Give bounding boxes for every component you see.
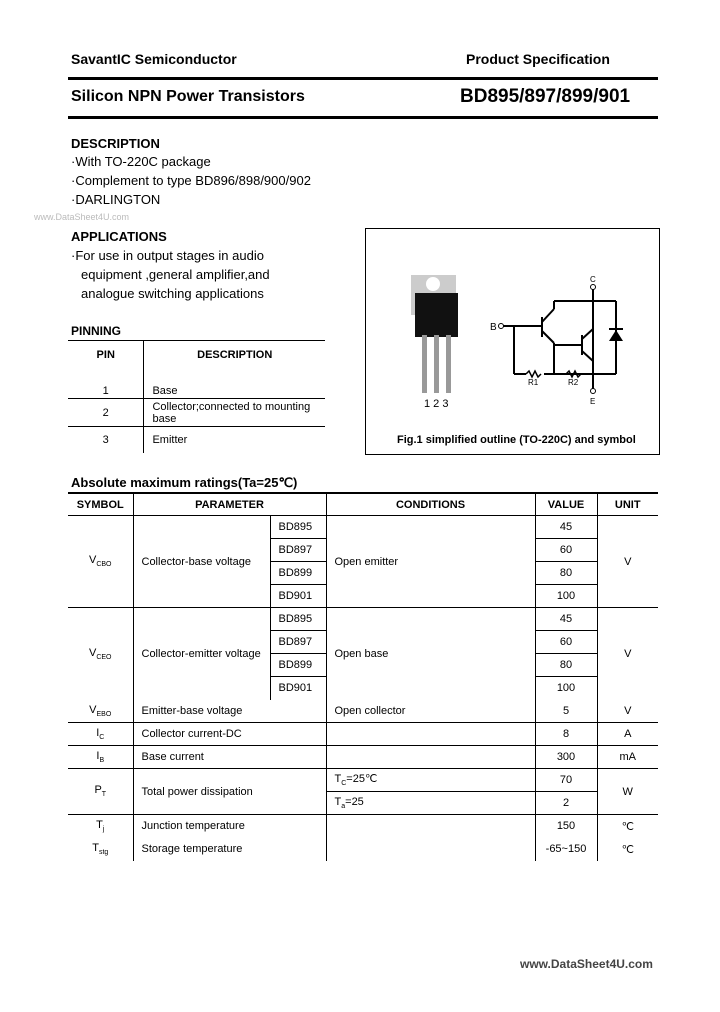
pin-header: PIN bbox=[68, 341, 144, 370]
value-cell: 60 bbox=[535, 539, 597, 562]
unit-cell: V bbox=[597, 516, 658, 608]
value-cell: 2 bbox=[535, 792, 597, 815]
value-cell: 100 bbox=[535, 677, 597, 700]
parameter-cell: Collector current-DC bbox=[133, 723, 326, 746]
value-cell: 100 bbox=[535, 585, 597, 608]
part-cell: BD895 bbox=[270, 516, 326, 539]
parameter-cell: Base current bbox=[133, 746, 326, 769]
pin-description: Base bbox=[152, 384, 178, 397]
title-rule bbox=[68, 116, 658, 119]
description-heading: DESCRIPTION bbox=[71, 136, 160, 151]
pin-description: Emitter bbox=[152, 433, 188, 446]
value-cell: 8 bbox=[535, 723, 597, 746]
value-cell: 5 bbox=[535, 700, 597, 723]
parameter-cell: Total power dissipation bbox=[133, 769, 326, 815]
ratings-heading: Absolute maximum ratings(Ta=25℃) bbox=[71, 475, 298, 490]
parameter-cell: Emitter-base voltage bbox=[133, 700, 326, 723]
unit-cell: W bbox=[597, 769, 658, 815]
conditions-cell: Open base bbox=[326, 608, 535, 700]
conditions-cell: $T_C=25℃$ bbox=[326, 769, 535, 792]
header-rule bbox=[68, 77, 658, 80]
parameter-cell: Collector-emitter voltage bbox=[133, 608, 270, 700]
parameter-cell: Collector-base voltage bbox=[133, 516, 270, 608]
conditions-header: CONDITIONS bbox=[326, 493, 535, 516]
conditions-cell bbox=[326, 723, 535, 746]
pin-numbers: 1 2 3 bbox=[424, 398, 449, 410]
pinning-table bbox=[68, 340, 325, 453]
unit-cell: ℃ bbox=[597, 838, 658, 861]
part-cell: BD899 bbox=[270, 562, 326, 585]
rating-row-vcbo bbox=[68, 516, 658, 539]
part-cell: BD899 bbox=[270, 654, 326, 677]
doc-title: Silicon NPN Power Transistors bbox=[71, 88, 305, 105]
watermark: www.DataSheet4U.com bbox=[34, 212, 130, 222]
pin-row bbox=[68, 370, 325, 399]
figure-caption: Fig.1 simplified outline (TO-220C) and symbol bbox=[397, 434, 636, 446]
value-cell: 80 bbox=[535, 562, 597, 585]
rating-row-pt bbox=[68, 769, 658, 792]
label-e: E bbox=[590, 397, 596, 406]
figure-box bbox=[365, 228, 660, 455]
value-cell: 150 bbox=[535, 815, 597, 838]
symbol-cell: $V_{CEO}$ bbox=[88, 646, 112, 661]
conditions-cell: $T_a=25$ bbox=[326, 792, 535, 815]
unit-cell: A bbox=[597, 723, 658, 746]
darlington-symbol bbox=[503, 289, 623, 389]
conditions-cell: Open emitter bbox=[326, 516, 535, 608]
parameter-cell: Junction temperature bbox=[133, 815, 326, 838]
rating-row-tj bbox=[68, 815, 658, 838]
pin-number: 3 bbox=[68, 427, 144, 453]
description-item: ·With TO-220C package bbox=[71, 154, 211, 169]
symbol-cell: $V_{EBO}$ bbox=[89, 703, 112, 718]
label-b: B bbox=[490, 322, 497, 333]
pin-row bbox=[68, 399, 325, 427]
pin-number: 1 bbox=[68, 370, 144, 399]
part-cell: BD901 bbox=[270, 677, 326, 700]
rating-row-ib bbox=[68, 746, 658, 769]
applications-line: ·For use in output stages in audio bbox=[71, 248, 264, 263]
unit-header: UNIT bbox=[597, 493, 658, 516]
symbol-header: SYMBOL bbox=[76, 499, 124, 511]
pin-number: 2 bbox=[68, 399, 144, 427]
ratings-table-body bbox=[68, 515, 658, 861]
value-cell: -65~150 bbox=[535, 838, 597, 861]
package-and-symbol-drawing bbox=[366, 229, 659, 454]
value-cell: 45 bbox=[535, 516, 597, 539]
unit-cell: ℃ bbox=[597, 815, 658, 838]
symbol-cell: $T_{stg}$ bbox=[92, 841, 109, 857]
unit-cell: V bbox=[597, 608, 658, 700]
symbol-cell: $V_{CBO}$ bbox=[88, 554, 112, 569]
conditions-cell bbox=[326, 838, 535, 861]
pinning-heading: PINNING bbox=[71, 324, 122, 338]
applications-line: equipment ,general amplifier,and bbox=[81, 267, 270, 282]
applications-heading: APPLICATIONS bbox=[71, 229, 167, 244]
to220-package-image bbox=[411, 275, 458, 393]
value-cell: 60 bbox=[535, 631, 597, 654]
description-item: ·Complement to type BD896/898/900/902 bbox=[71, 173, 311, 188]
ratings-table bbox=[68, 492, 658, 516]
symbol-cell: $I_B$ bbox=[96, 749, 105, 765]
label-r2: R2 bbox=[568, 378, 579, 387]
part-cell: BD895 bbox=[270, 608, 326, 631]
value-header: VALUE bbox=[535, 493, 597, 516]
value-cell: 80 bbox=[535, 654, 597, 677]
part-cell: BD897 bbox=[270, 539, 326, 562]
part-cell: BD897 bbox=[270, 631, 326, 654]
label-c: C bbox=[590, 275, 596, 284]
value-cell: 70 bbox=[535, 769, 597, 792]
pin-description: Collector;connected to mounting base bbox=[152, 400, 311, 425]
symbol-cell: $I_C$ bbox=[96, 726, 105, 742]
conditions-cell bbox=[326, 815, 535, 838]
value-cell: 300 bbox=[535, 746, 597, 769]
part-cell: BD901 bbox=[270, 585, 326, 608]
label-r1: R1 bbox=[528, 378, 539, 387]
conditions-cell: Open collector bbox=[326, 700, 535, 723]
company-name: SavantIC Semiconductor bbox=[71, 51, 237, 67]
symbol-cell: $T_j$ bbox=[96, 819, 105, 834]
rating-row-tstg bbox=[68, 838, 658, 861]
header-row bbox=[68, 493, 658, 516]
part-number: BD895/897/899/901 bbox=[460, 86, 631, 107]
parameter-header: PARAMETER bbox=[133, 493, 326, 516]
unit-cell: V bbox=[597, 700, 658, 723]
unit-cell: mA bbox=[597, 746, 658, 769]
rating-row-ic bbox=[68, 723, 658, 746]
conditions-cell bbox=[326, 746, 535, 769]
parameter-cell: Storage temperature bbox=[133, 838, 326, 861]
doc-type: Product Specification bbox=[466, 51, 610, 67]
footer-watermark: www.DataSheet4U.com bbox=[520, 957, 653, 971]
rating-row-vebo bbox=[68, 700, 658, 723]
description-item: ·DARLINGTON bbox=[71, 192, 161, 207]
diode-icon bbox=[609, 330, 623, 341]
rating-row-vceo bbox=[68, 608, 658, 631]
value-cell: 45 bbox=[535, 608, 597, 631]
description-header: DESCRIPTION bbox=[197, 349, 273, 362]
symbol-cell: $P_T$ bbox=[94, 784, 107, 799]
pin-row bbox=[68, 427, 325, 453]
applications-line: analogue switching applications bbox=[81, 286, 264, 301]
